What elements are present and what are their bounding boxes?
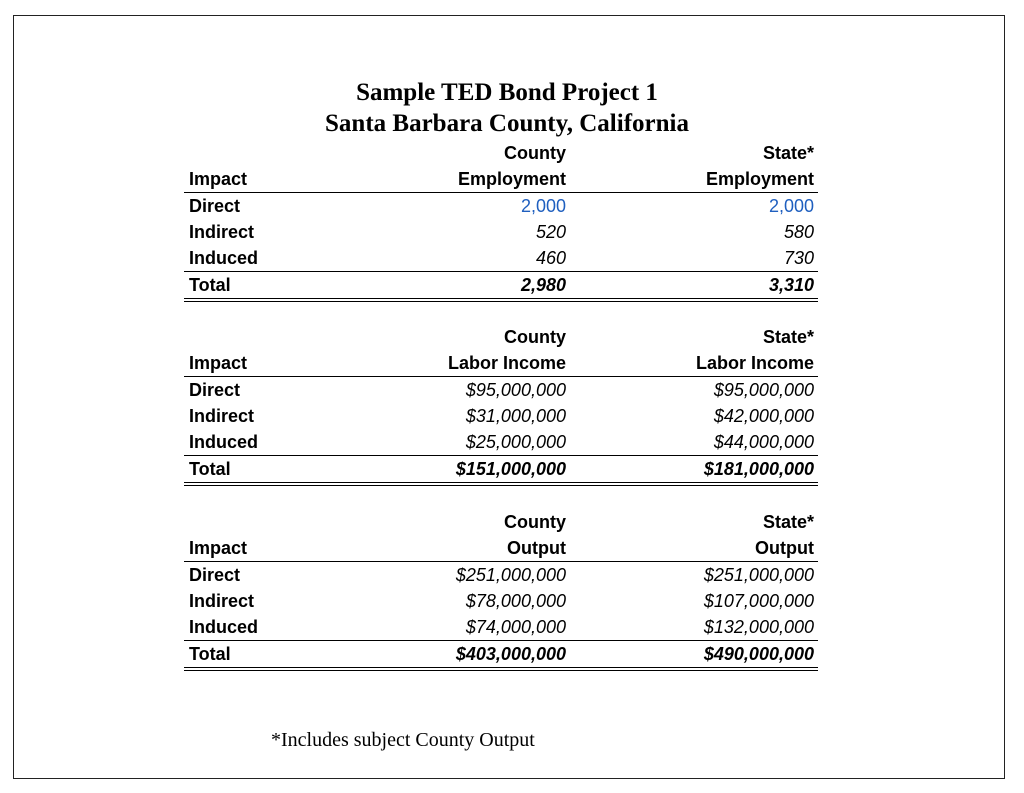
county-value: $31,000,000	[465, 406, 566, 426]
col-header-state: State*	[762, 512, 814, 532]
state-total: $490,000,000	[703, 644, 814, 664]
page-subtitle: Santa Barbara County, California	[325, 110, 689, 137]
state-total: 3,310	[768, 275, 814, 295]
table-row	[184, 377, 818, 403]
col-header-county: County	[504, 143, 566, 163]
col-header-state-metric: Employment	[705, 169, 814, 189]
table-row	[184, 219, 818, 245]
col-header-impact: Impact	[189, 353, 248, 373]
table-header-top	[184, 509, 818, 535]
table-header-bottom	[184, 166, 818, 193]
county-value: $78,000,000	[465, 591, 566, 611]
row-label: Direct	[189, 380, 241, 400]
state-value: $132,000,000	[703, 617, 814, 637]
state-total: $181,000,000	[703, 459, 814, 479]
table-row	[184, 562, 818, 588]
table-row	[184, 403, 818, 429]
row-label: Induced	[189, 432, 259, 452]
total-row	[184, 456, 818, 486]
state-value: 580	[783, 222, 814, 242]
table-header-top	[184, 324, 818, 350]
employment-table	[184, 140, 818, 302]
county-value: 520	[535, 222, 566, 242]
table-header-top	[184, 140, 818, 166]
table-row	[184, 193, 818, 219]
county-total: 2,980	[520, 275, 566, 295]
table-header-bottom	[184, 535, 818, 562]
col-header-county-metric: Output	[507, 538, 566, 558]
page-title: Sample TED Bond Project 1	[356, 79, 658, 106]
table-row	[184, 245, 818, 272]
row-label: Indirect	[189, 222, 255, 242]
county-total: $403,000,000	[455, 644, 566, 664]
total-row	[184, 272, 818, 302]
col-header-impact: Impact	[189, 169, 248, 189]
total-label: Total	[189, 275, 231, 295]
state-value: $107,000,000	[703, 591, 814, 611]
row-label: Direct	[189, 565, 241, 585]
state-value: $44,000,000	[713, 432, 814, 452]
col-header-state-metric: Labor Income	[695, 353, 814, 373]
state-value: $251,000,000	[703, 565, 814, 585]
output-table	[184, 509, 818, 671]
row-label: Indirect	[189, 406, 255, 426]
col-header-state-metric: Output	[755, 538, 814, 558]
county-value: $74,000,000	[465, 617, 566, 637]
col-header-county: County	[504, 327, 566, 347]
row-label: Induced	[189, 248, 259, 268]
state-value: $42,000,000	[713, 406, 814, 426]
labor-income-table	[184, 324, 818, 486]
county-value: $25,000,000	[465, 432, 566, 452]
footnote: *Includes subject County Output	[271, 729, 535, 751]
total-label: Total	[189, 459, 231, 479]
state-value: 730	[783, 248, 814, 268]
total-label: Total	[189, 644, 231, 664]
state-value: 2,000	[768, 196, 814, 216]
county-value: $251,000,000	[455, 565, 566, 585]
col-header-county-metric: Employment	[457, 169, 566, 189]
county-value: $95,000,000	[465, 380, 566, 400]
table-row	[184, 429, 818, 456]
county-total: $151,000,000	[455, 459, 566, 479]
row-label: Induced	[189, 617, 259, 637]
table-header-bottom	[184, 350, 818, 377]
col-header-impact: Impact	[189, 538, 248, 558]
county-value: 2,000	[520, 196, 566, 216]
col-header-state: State*	[762, 143, 814, 163]
state-value: $95,000,000	[713, 380, 814, 400]
col-header-county-metric: Labor Income	[447, 353, 566, 373]
col-header-county: County	[504, 512, 566, 532]
row-label: Direct	[189, 196, 241, 216]
county-value: 460	[535, 248, 566, 268]
table-row	[184, 614, 818, 641]
col-header-state: State*	[762, 327, 814, 347]
table-row	[184, 588, 818, 614]
total-row	[184, 641, 818, 671]
row-label: Indirect	[189, 591, 255, 611]
